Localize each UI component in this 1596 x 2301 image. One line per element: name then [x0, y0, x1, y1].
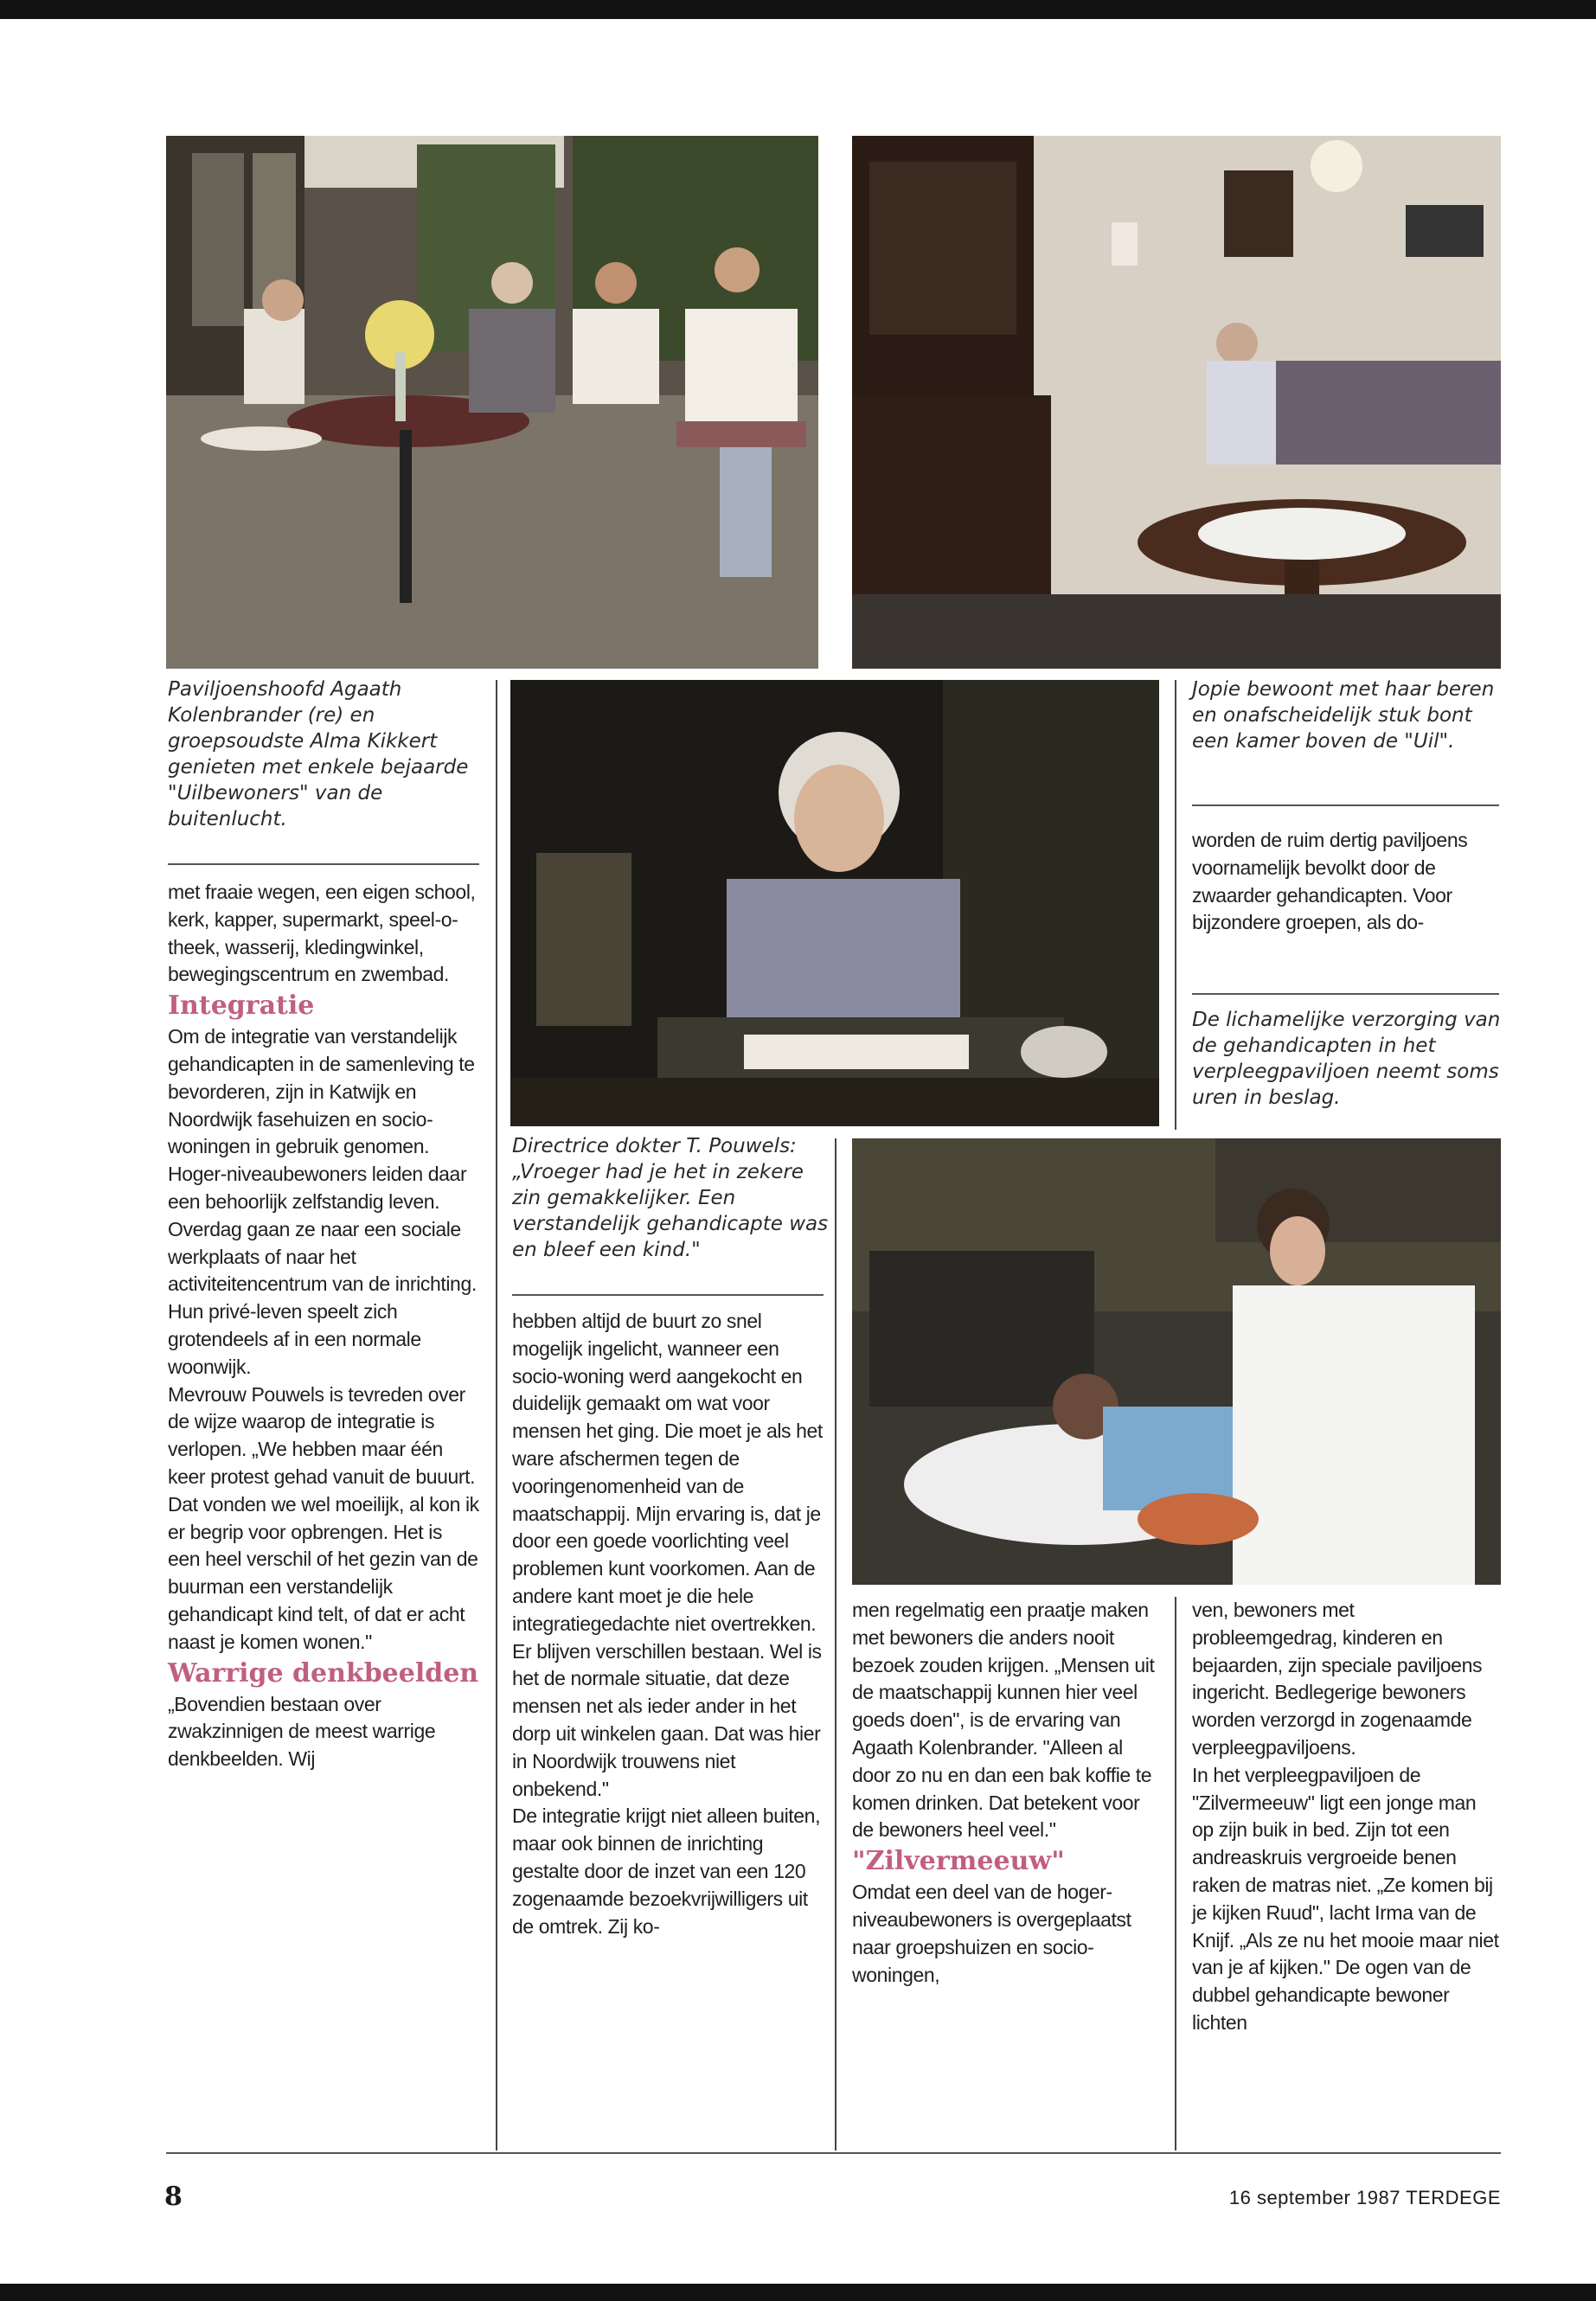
bottom-border — [0, 2284, 1596, 2301]
article-column-1 — [168, 879, 479, 1773]
column-4-paragraph-2: ven, bewoners met probleemgedrag, kinderen en bejaarden, zijn speciale paviljoens ingericht. Bedlegerige bewoners worden verzorgd in zogenaamde verpleegpaviljoens. — [1192, 1599, 1483, 1759]
article-column-2 — [512, 1308, 824, 1940]
caption-director-rule — [512, 1294, 824, 1296]
column-2-paragraph-1: hebben altijd de buurt zo snel mogelijk ingelicht, wanneer een socio-woning werd aangekocht en duidelijk gemaakt om wat voor mensen het ging. Die moet je als het ware afschermen tegen de vooringenomenheid van de maatschappij. Mijn ervaring is, dat je door een goede voorlichting veel problemen kunt voorkomen. Aan de andere kant moet je die hele integratiegedachte niet overtrekken. Er blijven verschillen bestaan. Wel is het de normale situatie, dat deze mensen net als ieder ander in het dorp uit winkelen gaan. Dat was hier in Noordwijk trouwens niet onbekend." — [512, 1310, 823, 1800]
photo-patio — [166, 136, 818, 669]
column-divider-3 — [1175, 680, 1176, 1130]
column-1-paragraph-1: met fraaie wegen, een eigen school, kerk, kapper, supermarkt, speel-o-theek, wasserij, kledingwinkel, bewegingscentrum en zwembad. — [168, 881, 476, 986]
caption-patio-rule — [168, 863, 479, 865]
page-number: 8 — [164, 2182, 183, 2212]
column-4-paragraph-1: worden de ruim dertig paviljoens voornamelijk bevolkt door de zwaarder gehandicapten. Voor bijzondere groepen, als do- — [1192, 829, 1468, 934]
column-2-paragraph-2: De integratie krijgt niet alleen buiten, maar ook binnen de inrichting gestalte door de inzet van een 120 zogenaamde bezoekvrijwilligers uit de omtrek. Zij ko- — [512, 1804, 821, 1938]
photo-living-room — [852, 136, 1501, 669]
caption-care-top-rule — [1192, 993, 1499, 995]
article-column-4-bottom — [1192, 1597, 1499, 2037]
heading-integratie: Integratie — [168, 990, 315, 1022]
footer-rule — [166, 2152, 1501, 2154]
heading-warrige-denkbeelden: Warrige denkbeelden — [168, 1657, 479, 1689]
caption-patio: Paviljoenshoofd Agaath Kolenbrander (re) en groepsoudste Alma Kikkert genieten met enkele bejaarde "Uilbewoners" van de buitenlucht. — [168, 678, 469, 830]
caption-jopie-rule — [1192, 804, 1499, 806]
article-column-3 — [852, 1597, 1163, 1989]
photo-director — [510, 680, 1159, 1126]
column-1-paragraph-3: Mevrouw Pouwels is tevreden over de wijze waarop de integratie is verlopen. „We hebben maar één keer protest gehad vanuit de buuurt. Dat vonden we wel moeilijk, al kon ik er begrip voor opbrengen. Het is een heel verschil of het gezin van de buurman een verstandelijk gehandicapt kind telt, of dat er acht naast je komen wonen." — [168, 1382, 479, 1653]
column-3-paragraph-2: Omdat een deel van de hoger-niveaubewoners is overgeplaatst naar groepshuizen en socio-woningen, — [852, 1881, 1131, 1986]
caption-director: Directrice dokter T. Pouwels:„Vroeger had je het in zekere zin gemakkelijker. Een verstandelijk gehandicapte was en bleef een kind." — [512, 1135, 829, 1261]
photo-care — [852, 1138, 1501, 1585]
column-4-paragraph-3: In het verpleegpaviljoen de "Zilvermeeuw" ligt een jonge man op zijn buik in bed. Zijn tot een andreaskruis vergroeide benen raken de matras niet. „Ze komen bij je kijken Ruud", lacht Irma van de Knijf. „Als ze nu het mooie maar niet van je af kijken." De ogen van de dubbel gehandicapte bewoner lichten — [1192, 1763, 1499, 2034]
issue-date: 16 september 1987 TERDEGE — [1228, 2187, 1501, 2208]
column-divider-1 — [496, 680, 497, 2150]
column-1-paragraph-2: Om de integratie van verstandelijk gehandicapten in de samenleving te bevorderen, zijn in Katwijk en Noordwijk fasehuizen en socio-woningen in gebruik genomen. Hoger-niveaubewoners leiden daar een behoorlijk zelfstandig leven. Overdag gaan ze naar een sociale werkplaats of naar het activiteitencentrum van de inrichting. Hun privé-leven speelt zich grotendeels af in een normale woonwijk. — [168, 1025, 477, 1378]
caption-care: De lichamelijke verzorging van de gehandicapten in het verpleegpaviljoen neemt soms uren in beslag. — [1192, 1009, 1501, 1109]
column-3-paragraph-1: men regelmatig een praatje maken met bewoners die anders nooit bezoek zouden krijgen. „Mensen uit de maatschappij kunnen hier veel goeds doen", is de ervaring van Agaath Kolenbrander. "Alleen al door zo nu en dan een bak koffie te komen drinken. Dat betekent voor de bewoners heel veel." — [852, 1599, 1155, 1842]
column-1-paragraph-4: „Bovendien bestaan over zwakzinnigen de meest warrige denkbeelden. Wij — [168, 1692, 436, 1771]
top-border — [0, 0, 1596, 19]
heading-zilvermeeuw: "Zilvermeeuw" — [852, 1846, 1065, 1877]
column-divider-2 — [835, 1138, 836, 2150]
column-divider-4 — [1175, 1597, 1176, 2150]
article-column-4-top — [1192, 827, 1499, 937]
caption-jopie: Jopie bewoont met haar beren en onafscheidelijk stuk bont een kamer boven de "Uil". — [1192, 678, 1495, 753]
